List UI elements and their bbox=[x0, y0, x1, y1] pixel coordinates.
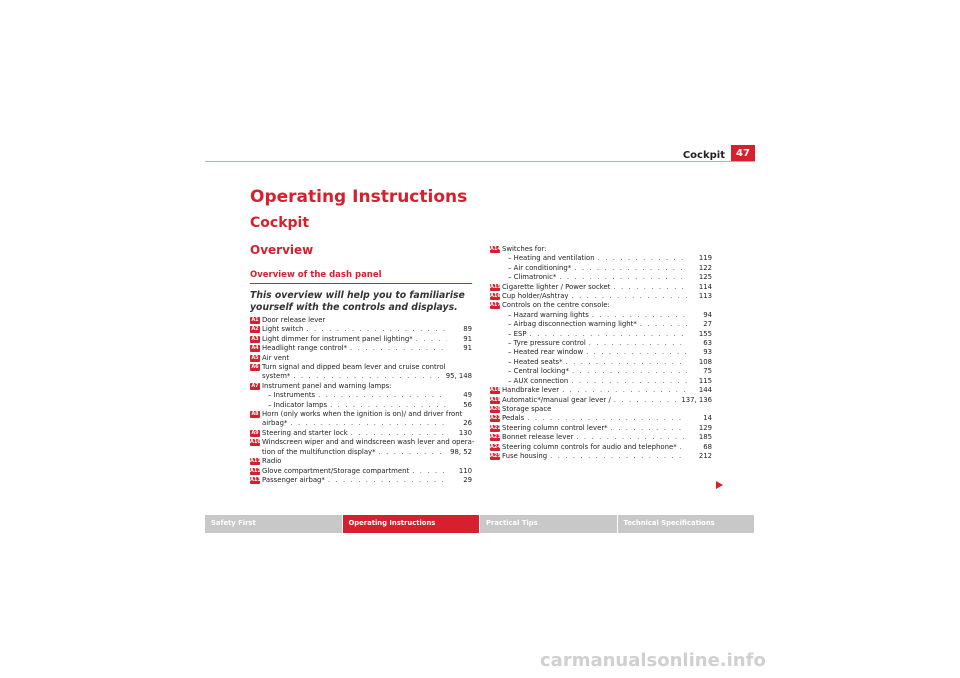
leader-dots bbox=[318, 391, 447, 400]
entry-line bbox=[262, 429, 472, 438]
entry-line bbox=[262, 391, 472, 400]
entry-line bbox=[262, 354, 472, 363]
callout-badge: A16 bbox=[490, 293, 501, 300]
legend-entry bbox=[490, 245, 712, 283]
entry-text: Headlight range control* bbox=[262, 344, 348, 353]
page-reference[interactable]: 144 bbox=[698, 386, 712, 395]
entry-line bbox=[262, 410, 472, 419]
leader-dots bbox=[550, 452, 687, 461]
legend-entry bbox=[250, 354, 472, 363]
entry-line bbox=[262, 438, 475, 447]
entry-line bbox=[262, 401, 472, 410]
page-reference[interactable]: 95, 148 bbox=[445, 372, 472, 381]
entry-line bbox=[502, 292, 712, 301]
page-reference[interactable]: 114 bbox=[698, 282, 712, 291]
callout-badge: A12 bbox=[250, 467, 261, 474]
entry-text: Door release lever bbox=[262, 316, 326, 324]
leader-dots bbox=[571, 377, 687, 386]
entry-text: Horn (only works when the ignition is on)/ and driver front bbox=[262, 410, 463, 419]
running-header-title: Cockpit bbox=[682, 150, 725, 161]
entry-text: – Air conditioning* bbox=[508, 263, 572, 272]
callout-badge: A21 bbox=[490, 415, 501, 422]
leader-dots bbox=[613, 283, 687, 292]
page-reference[interactable]: 110 bbox=[458, 466, 472, 475]
entry-text: – Instruments bbox=[268, 391, 316, 400]
entry-text: Passenger airbag* bbox=[262, 475, 325, 484]
page-reference[interactable]: 129 bbox=[698, 423, 712, 432]
leader-dots bbox=[412, 467, 447, 476]
topic-title: Overview of the dash panel bbox=[250, 270, 382, 280]
leader-dots bbox=[680, 443, 687, 452]
entry-text: Light dimmer for instrument panel lighting* bbox=[262, 334, 413, 343]
leader-dots bbox=[559, 273, 687, 282]
page-number: 47 bbox=[731, 145, 755, 162]
entry-text: Steering column controls for audio and telephone* bbox=[502, 442, 677, 451]
entry-text: Air vent bbox=[262, 353, 290, 362]
legend-entry bbox=[490, 433, 712, 442]
entry-text: Cup holder/Ashtray bbox=[502, 292, 569, 301]
leader-dots bbox=[592, 311, 687, 320]
entry-line bbox=[262, 457, 472, 466]
callout-badge: A25 bbox=[490, 452, 501, 459]
page-reference[interactable]: 63 bbox=[703, 339, 712, 348]
page-reference[interactable]: 27 bbox=[703, 320, 712, 329]
legend-entry bbox=[250, 429, 472, 438]
leader-dots bbox=[572, 292, 687, 301]
watermark: carmanualsonline.info bbox=[540, 650, 766, 671]
entry-line bbox=[262, 448, 472, 457]
callout-badge: A23 bbox=[490, 434, 501, 441]
entry-text: Radio bbox=[262, 457, 282, 466]
page-reference[interactable]: 125 bbox=[698, 273, 712, 282]
entry-line bbox=[262, 476, 472, 485]
entry-line bbox=[502, 396, 712, 405]
leader-dots bbox=[328, 476, 447, 485]
callout-badge: A3 bbox=[251, 335, 259, 342]
page-reference[interactable]: 91 bbox=[463, 334, 472, 343]
legend-entry bbox=[250, 382, 472, 410]
leader-dots bbox=[530, 330, 687, 339]
callout-badge: A19 bbox=[490, 396, 501, 403]
entry-line bbox=[502, 414, 712, 423]
page-reference[interactable]: 115 bbox=[698, 376, 712, 385]
entry-text: Automatic*/manual gear lever / bbox=[502, 395, 611, 404]
page-reference[interactable]: 29 bbox=[463, 475, 472, 484]
legend-entry bbox=[490, 386, 712, 395]
legend-entry bbox=[250, 438, 475, 457]
leader-dots bbox=[416, 335, 447, 344]
legend-entry bbox=[250, 316, 472, 325]
callout-badge: A2 bbox=[251, 326, 259, 333]
entry-text: Handbrake lever bbox=[502, 386, 560, 395]
entry-text: Cigarette lighter / Power socket bbox=[502, 282, 611, 291]
callout-badge: A6 bbox=[251, 364, 259, 371]
callout-badge: A20 bbox=[490, 405, 501, 412]
entry-text: Switches for: bbox=[502, 245, 547, 253]
leader-dots bbox=[640, 320, 687, 329]
page-reference[interactable]: 49 bbox=[463, 391, 472, 400]
entry-text: Turn signal and dipped beam lever and cruise control bbox=[262, 363, 446, 372]
entry-line bbox=[502, 254, 712, 263]
page-reference[interactable]: 119 bbox=[698, 254, 712, 263]
leader-dots bbox=[379, 448, 447, 457]
entry-text: Bonnet release lever bbox=[502, 433, 574, 442]
entry-line bbox=[502, 245, 712, 254]
entry-line bbox=[502, 405, 712, 414]
legend-entry bbox=[490, 414, 712, 423]
entry-line bbox=[502, 433, 712, 442]
entry-text: airbag* bbox=[262, 419, 288, 428]
entry-text: Steering column control lever* bbox=[502, 423, 608, 432]
callout-badge: A1 bbox=[251, 317, 259, 323]
leader-dots bbox=[586, 348, 687, 357]
page-reference[interactable]: 98, 52 bbox=[450, 447, 472, 456]
legend-entry bbox=[490, 424, 712, 433]
section-title: Operating Instructions bbox=[250, 187, 468, 207]
entry-text: – Heated rear window bbox=[508, 348, 584, 357]
callout-badge: A10 bbox=[250, 439, 261, 446]
page-reference[interactable]: 185 bbox=[698, 433, 712, 442]
page-reference[interactable]: 93 bbox=[703, 348, 712, 357]
entry-line bbox=[262, 316, 472, 325]
callout-badge: A13 bbox=[250, 476, 261, 483]
legend-entry bbox=[490, 452, 712, 461]
entry-line bbox=[262, 325, 472, 334]
entry-text: – ESP bbox=[508, 329, 527, 338]
leader-dots bbox=[290, 419, 447, 428]
page-reference[interactable]: 130 bbox=[458, 428, 472, 437]
callout-badge: A4 bbox=[251, 345, 259, 352]
topic-rule bbox=[250, 283, 472, 284]
subchapter-title: Overview bbox=[250, 243, 314, 257]
entry-text: system* bbox=[262, 372, 291, 381]
legend-entry bbox=[490, 443, 712, 452]
entry-text: Instrument panel and warning lamps: bbox=[262, 381, 392, 390]
entry-text: Pedals bbox=[502, 414, 525, 423]
intro-text: This overview will help you to familiarise yourself with the controls and displays. bbox=[250, 290, 465, 313]
legend-entry bbox=[490, 292, 712, 301]
entry-text: – Heated seats* bbox=[508, 357, 563, 366]
entry-line bbox=[262, 344, 472, 353]
leader-dots bbox=[306, 325, 447, 334]
callout-badge: A8 bbox=[251, 411, 259, 418]
legend-entry bbox=[250, 467, 472, 476]
entry-text: Fuse housing bbox=[502, 451, 548, 460]
entry-line bbox=[502, 339, 712, 348]
entry-line bbox=[502, 264, 712, 273]
entry-line bbox=[502, 424, 712, 433]
legend-entry bbox=[250, 363, 472, 382]
leader-dots bbox=[611, 424, 687, 433]
leader-dots bbox=[350, 344, 447, 353]
entry-text: Controls on the centre console: bbox=[502, 301, 610, 310]
leader-dots bbox=[527, 414, 687, 423]
page-reference[interactable]: 14 bbox=[703, 414, 712, 423]
legend-entry bbox=[250, 457, 472, 466]
page-reference[interactable]: 26 bbox=[463, 419, 472, 428]
page-reference[interactable]: 155 bbox=[698, 329, 712, 338]
callout-badge: A18 bbox=[490, 387, 501, 394]
tab-practical-tips[interactable]: Practical Tips bbox=[480, 515, 618, 533]
callout-badge: A11 bbox=[250, 458, 261, 465]
entry-line bbox=[502, 443, 712, 452]
page-reference[interactable]: 137, 136 bbox=[681, 395, 712, 404]
entry-text: – Airbag disconnection warning light* bbox=[508, 320, 637, 329]
entry-line bbox=[502, 367, 712, 376]
page-reference[interactable]: 68 bbox=[703, 442, 712, 451]
leader-dots bbox=[576, 433, 687, 442]
page-reference[interactable]: 108 bbox=[698, 357, 712, 366]
entry-line bbox=[262, 382, 472, 391]
callout-badge: A14 bbox=[490, 246, 501, 252]
entry-line bbox=[502, 283, 712, 292]
page-reference[interactable]: 75 bbox=[703, 367, 712, 376]
entry-text: – Indicator lamps bbox=[268, 400, 328, 409]
entry-line bbox=[262, 419, 472, 428]
entry-line bbox=[262, 372, 472, 381]
legend-entry bbox=[490, 301, 712, 386]
callout-badge: A22 bbox=[490, 424, 501, 431]
footer-nav bbox=[205, 515, 755, 533]
tab-safety-first[interactable]: Safety First bbox=[205, 515, 343, 533]
legend-list-left bbox=[250, 316, 475, 485]
entry-text: – Hazard warning lights bbox=[508, 310, 589, 319]
page-reference[interactable]: 113 bbox=[698, 292, 712, 301]
entry-text: Storage space bbox=[502, 404, 552, 413]
leader-dots bbox=[614, 396, 679, 405]
leader-dots bbox=[574, 264, 687, 273]
page-reference[interactable]: 122 bbox=[698, 263, 712, 272]
entry-text: – Central locking* bbox=[508, 367, 569, 376]
entry-text: – Heating and ventilation bbox=[508, 254, 595, 263]
tab-technical-specifications[interactable]: Technical Specifications bbox=[618, 515, 756, 533]
callout-badge: A17 bbox=[490, 302, 501, 309]
entry-line bbox=[502, 358, 712, 367]
leader-dots bbox=[566, 358, 687, 367]
callout-badge: A9 bbox=[251, 429, 259, 436]
leader-dots bbox=[330, 401, 447, 410]
entry-line bbox=[502, 386, 712, 395]
callout-badge: A24 bbox=[490, 443, 501, 450]
entry-line bbox=[502, 452, 712, 461]
entry-text: Glove compartment/Storage compartment bbox=[262, 466, 410, 475]
entry-line bbox=[502, 311, 712, 320]
entry-line bbox=[502, 377, 712, 386]
header-rule bbox=[205, 161, 755, 162]
tab-operating-instructions[interactable]: Operating Instructions bbox=[343, 515, 481, 533]
leader-dots bbox=[598, 254, 687, 263]
entry-text: Steering and starter lock bbox=[262, 428, 348, 437]
entry-text: Windscreen wiper and and windscreen wash lever and opera- bbox=[262, 438, 475, 447]
entry-text: tion of the multifunction display* bbox=[262, 447, 376, 456]
legend-entry bbox=[490, 283, 712, 292]
legend-entry bbox=[250, 325, 472, 334]
leader-dots bbox=[572, 367, 687, 376]
callout-badge: A15 bbox=[490, 283, 501, 290]
page-reference[interactable]: 91 bbox=[463, 344, 472, 353]
entry-line bbox=[502, 348, 712, 357]
legend-entry bbox=[250, 344, 472, 353]
legend-entry bbox=[250, 335, 472, 344]
page-reference[interactable]: 56 bbox=[463, 400, 472, 409]
entry-text: Light switch bbox=[262, 325, 304, 334]
leader-dots bbox=[589, 339, 687, 348]
legend-entry bbox=[490, 405, 712, 414]
entry-text: – Tyre pressure control bbox=[508, 339, 586, 348]
callout-badge: A7 bbox=[251, 382, 259, 389]
entry-line bbox=[502, 301, 712, 310]
page-reference[interactable]: 89 bbox=[463, 325, 472, 334]
entry-line bbox=[262, 467, 472, 476]
entry-line bbox=[502, 330, 712, 339]
leader-dots bbox=[293, 372, 442, 381]
chapter-title: Cockpit bbox=[250, 215, 310, 231]
page-reference[interactable]: 94 bbox=[703, 310, 712, 319]
legend-entry bbox=[490, 396, 712, 405]
entry-text: – AUX connection bbox=[508, 376, 569, 385]
legend-list-right bbox=[490, 245, 712, 461]
callout-badge: A5 bbox=[251, 354, 259, 361]
entry-text: – Climatronic* bbox=[508, 273, 557, 282]
legend-entry bbox=[250, 410, 472, 429]
arrow-right-icon bbox=[716, 481, 723, 489]
leader-dots bbox=[562, 386, 687, 395]
leader-dots bbox=[351, 429, 447, 438]
entry-line bbox=[262, 335, 472, 344]
legend-entry bbox=[250, 476, 472, 485]
entry-line bbox=[262, 363, 472, 372]
entry-line bbox=[502, 273, 712, 282]
entry-line bbox=[502, 320, 712, 329]
page-reference[interactable]: 212 bbox=[698, 451, 712, 460]
